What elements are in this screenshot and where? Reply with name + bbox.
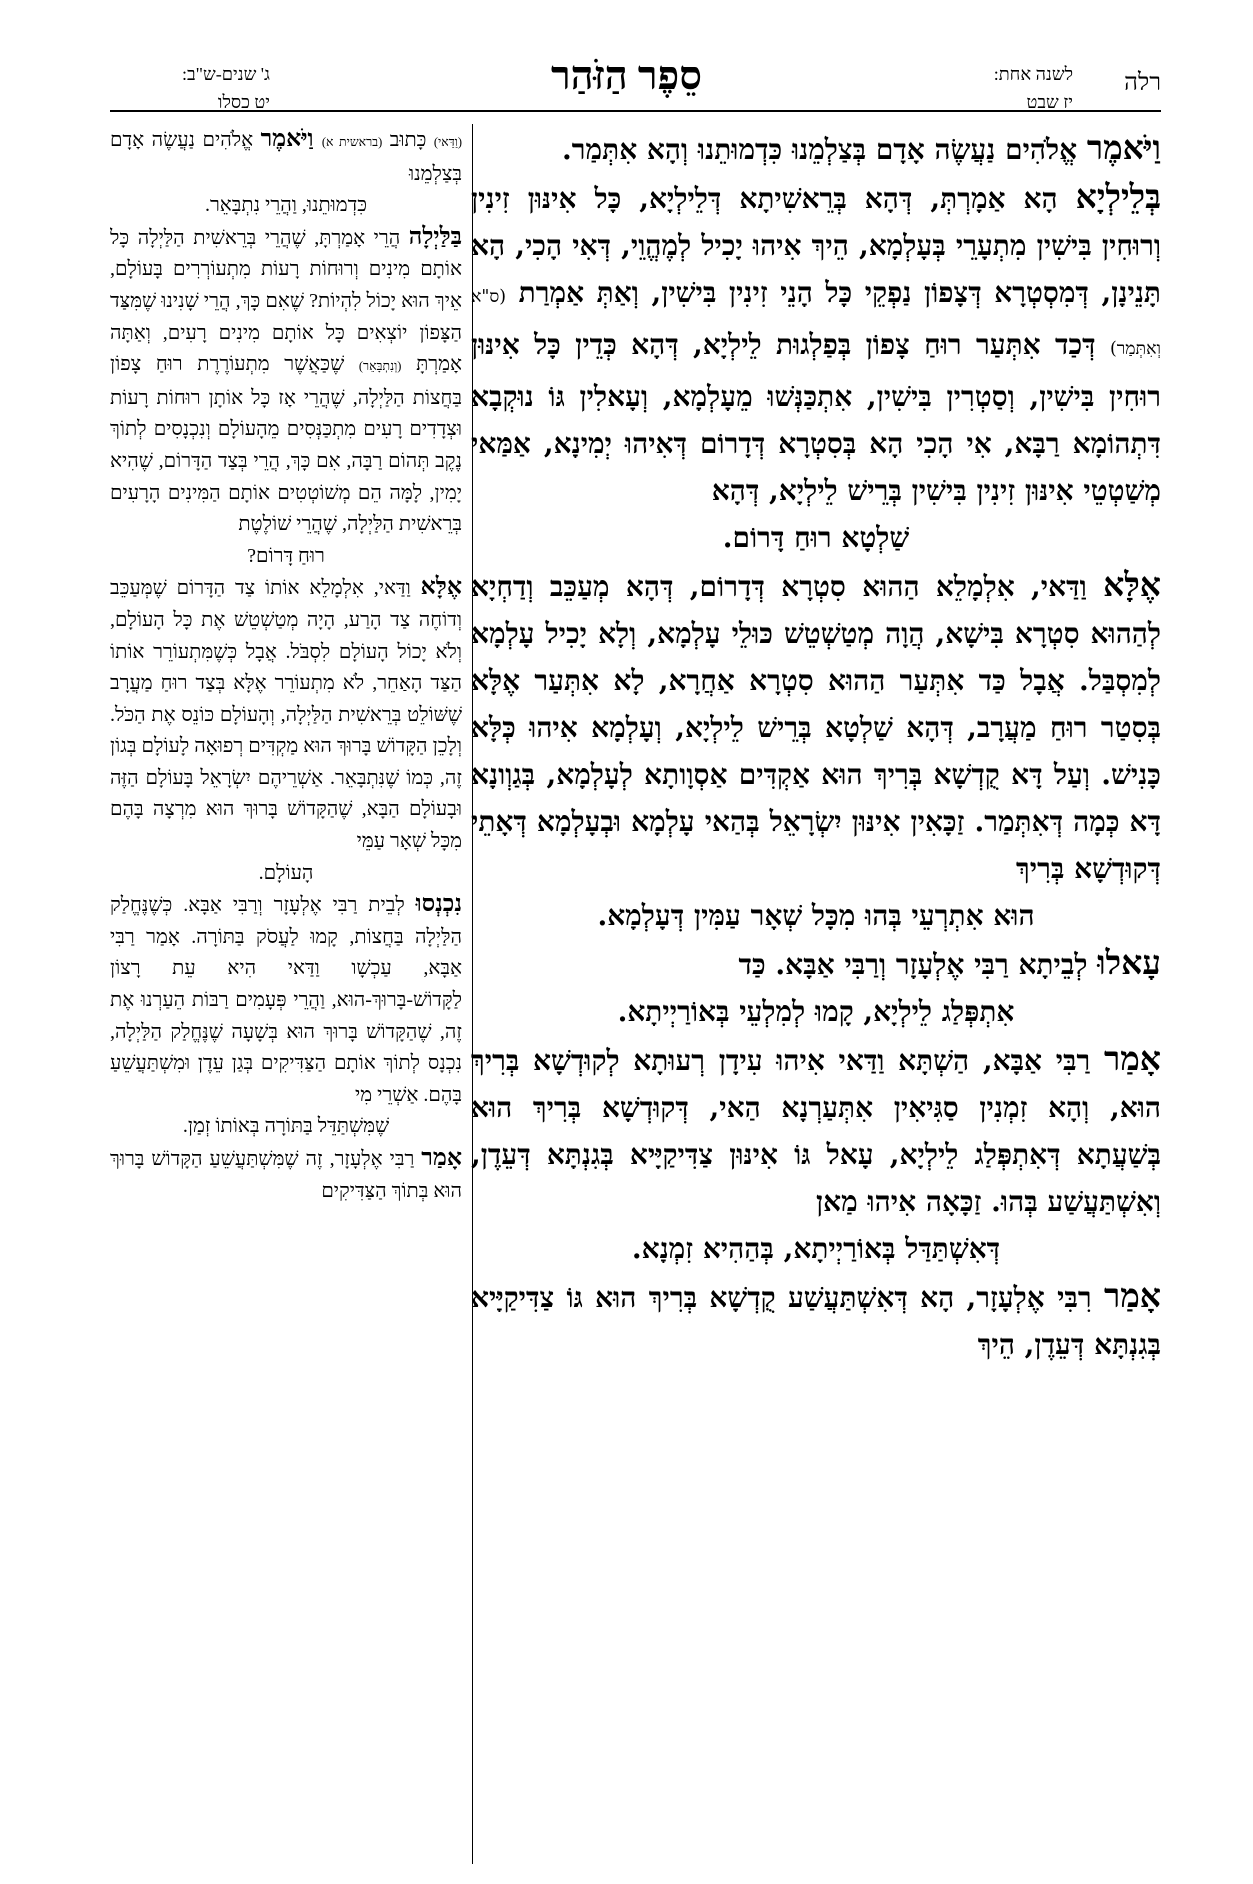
opening-word: נִכְנְסוּ bbox=[415, 891, 462, 918]
translation-paragraph: בַּלַּיְלָה הֲרֵי אָמַרְתָּ, שֶׁהֲרֵי בְּרֵאשִׁית הַלַּיְלָה כָּל אוֹתָם מִינִים וְרוּחוֹת רָעוֹת מִתְעוֹרְרִים בָּעוֹלָם, אֵיךְ הוּא יָכוֹל לִהְיוֹת? שֶׁאִם כָּךְ, הֲרֵי שָׁנִינוּ שֶׁמִּצַּד הַצָּפוֹן יוֹצְאִים כָּל אוֹתָם מִינִים רָעִים, וְאַתָּה אָמַרְתָּ (וְנִתְבָּאֵר) שֶׁכַּאֲשֶׁר מִתְעוֹרֶרֶת רוּחַ צָפוֹן בַּחֲצוֹת הַלַּיְלָה, שֶׁהֲרֵי אָז כָּל אוֹתָן רוּחוֹת רָעוֹת וּצְדָדִים רָעִים מִתְכַּנְּסִים מֵהָעוֹלָם וְנִכְנָסִים לְתוֹךְ נֶקֶב תְּהוֹם רַבָּה, אִם כָּךְ, הֲרֵי בְּצַד הַדָּרוֹם, שֶׁהִיא יָמִין, לָמָּה הֵם מְשׁוֹטְטִים אוֹתָם הַמִּינִים הָרָעִים בְּרֵאשִׁית הַלַּיְלָה, שֶׁהֲרֵי שׁוֹלֶטֶת bbox=[110, 223, 462, 536]
main-paragraph: בְּלֵילְיָא הָא אַמָרְתְּ, דְּהָא בְּרֵאשִׁיתָא דְּלֵילְיָא, כָּל אִינּוּן זִינִין וְרוּחִין בִּישִׁין מִתְעָרֵי בְּעָלְמָא, הֵיךְ אִיהוּ יָכִיל לְמֶהֱוֵי, דְּאִי הָכִי, הָא תָּנֵינָן, דְּמִסְטְרָא דְּצָפוֹן נַפְקֵי כָּל הָנֵי זִינִין בִּישִׁין, וְאַתְּ אַמְרַת (ס"א וְאִתְּמַר) דְּכַד אִתְּעַר רוּחַ צָפוֹן בְּפַלְגוּת לֵילְיָא, דְּהָא כְּדֵין כָּל אִינּוּן רוּחִין בִּישִׁין, וְסַטְרִין בִּישִׁין, אִתְכַּנְּשׁוּ מֵעָלְמָא, וְעָאלִין גּוֹ נוּקְבָא דִּתְהוֹמָא רַבָּא, אִי הָכִי הָא בְּסִטְרָא דְּדָרוֹם דְּאִיהוּ יְמִינָא, אַמַּאי מְשַׁטְטֵי אִינּוּן זִינִין בִּישִׁין בְּרֵישׁ לֵילְיָא, דְּהָא bbox=[471, 177, 1161, 507]
main-paragraph-end: הוּא אִתְרְעֵי בְּהוּ מִכָּל שְׁאָר עַמִּין דְּעָלְמָא. bbox=[597, 899, 1035, 932]
source-reference: (בראשית א) bbox=[321, 135, 383, 149]
opening-word: אֶלָּא bbox=[420, 574, 462, 601]
variant-note: (ס"א וְאִתְּמַר) bbox=[471, 287, 1161, 359]
main-paragraph: אֶלָּא וַדַּאי, אִלְמָלֵא הַהוּא סִטְרָא דְּדָרוֹם, דְּהָא מְעַכֵּב וְדַחְיָא לְהַהוּא סִטְרָא בִּישָׁא, הֲוָה מְטַשְׁטֵשׁ כּוּלֵי עָלְמָא, וְלָא יָכִיל עָלְמָא לְמִסְבַּל. אֲבָל כַּד אִתְּעַר הַהוּא סִטְרָא אַחֲרָא, לָא אִתְּעַר אֶלָּא בְּסִטַר רוּחַ מַעֲרָב, דְּהָא שַׁלְטָא בְּרֵישׁ לֵילְיָא, וְעָלְמָא אִיהוּ כְּלָּא כָּנִישׁ. וְעַל דָּא קֻדְשָׁא בְּרִיךְ הוּא אַקְדִּים אַסְוָותָא לְעָלְמָא, בְּגַוְונָא דָּא כְּמָה דְּאִתְּמַר. זַכָּאִין אִינּוּן יִשְׂרָאֵל בְּהַאי עָלְמָא וּבְעָלְמָא דְּאָתֵי דְּקוּדְשָׁא בְּרִיךְ bbox=[471, 565, 1161, 885]
page-number: רלה bbox=[1124, 70, 1161, 96]
column-divider bbox=[472, 124, 473, 1864]
main-paragraph-end: אִתְפְּלַג לֵילְיָא, קָמוּ לְמִלְעֵי בְּאוֹרַיְיתָא. bbox=[617, 995, 1015, 1028]
opening-word: בְּלֵילְיָא bbox=[1075, 177, 1161, 216]
opening-word: וַיֹּאמֶר bbox=[260, 126, 322, 152]
main-paragraph: עָאלוּ לְבֵיתָא רַבִּי אֶלְעָזָר וְרַבִּי אַבָּא. כַּד bbox=[738, 943, 1161, 982]
opening-word: עָאלוּ bbox=[1097, 943, 1161, 982]
header-rule bbox=[110, 110, 1161, 112]
translation-paragraph: (וַדַּאי) כָּתוּב (בראשית א) וַיֹּאמֶר אֱלֹהִים נַעֲשֶׂה אָדָם בְּצַלְמֵנוּ bbox=[110, 126, 462, 185]
study-date-one-year: יז שבט bbox=[1026, 92, 1073, 112]
book-title: סֵפֶר הַזֹּהַר bbox=[551, 53, 702, 98]
main-paragraph: וַיֹּאמֶר אֱלֹהִים נַעֲשֶׂה אָדָם בְּצַלְמֵנוּ כִּדְמוּתֵנוּ וְהָא אִתְּמַר. bbox=[562, 128, 1161, 167]
opening-word: אֶלָּא bbox=[1103, 565, 1161, 604]
study-date-three-years: יט כסלו bbox=[217, 92, 270, 112]
study-schedule-one-year: לשנה אחת: bbox=[993, 64, 1073, 84]
opening-word: אָמַר bbox=[1103, 1276, 1161, 1315]
main-paragraph-end: דְּאִשְׁתַּדַּל בְּאוֹרַיְיתָא, בְּהַהִיא זִמְנָא. bbox=[631, 1232, 1001, 1265]
translation-paragraph-end: רוּחַ דָּרוֹם? bbox=[247, 544, 325, 567]
variant-note: (וְנִתְבָּאֵר) bbox=[358, 359, 402, 374]
header-left-block bbox=[110, 60, 270, 116]
opening-word: אָמַר bbox=[421, 1145, 462, 1171]
translation-paragraph-end: כִּדְמוּתֵנוּ, וַהֲרֵי נִתְבָּאֵר. bbox=[204, 194, 368, 217]
opening-word: וַיֹּאמֶר bbox=[1086, 128, 1161, 167]
main-text-column bbox=[471, 124, 1161, 1864]
study-schedule-three-years: ג' שנים-ש"ב: bbox=[182, 64, 270, 84]
translation-paragraph: אֶלָּא וַדַּאי, אִלְמָלֵא אוֹתוֹ צַד הַדָּרוֹם שֶׁמְּעַכֵּב וְדוֹחֶה צַד הָרַע, הָיָה מְטַשְׁטֵשׁ אֶת כָּל הָעוֹלָם, וְלֹא יָכוֹל הָעוֹלָם לִסְבֹּל. אֲבָל כְּשֶׁמִּתְעוֹרֵר אוֹתוֹ הַצַּד הָאַחֵר, לֹא מִתְעוֹרֵר אֶלָּא בְּצַד רוּחַ מַעֲרָב שֶׁשּׁוֹלֵט בְּרֵאשִׁית הַלַּיְלָה, וְהָעוֹלָם כּוֹנֵס אֶת הַכֹּל. וְלָכֵן הַקָּדוֹשׁ בָּרוּךְ הוּא מַקְדִּים רְפוּאָה לָעוֹלָם בְּגוֹן זֶה, כְּמוֹ שֶׁנִּתְבָּאֵר. אַשְׁרֵיהֶם יִשְׂרָאֵל בָּעוֹלָם הַזֶּה וּבָעוֹלָם הַבָּא, שֶׁהַקָּדוֹשׁ בָּרוּךְ הוּא מִרְצָה בָּהֶם מִכָּל שְׁאָר עַמֵּי bbox=[110, 574, 462, 853]
main-paragraph-end: שַׁלְטָא רוּחַ דָּרוֹם. bbox=[722, 521, 910, 554]
translation-column bbox=[110, 124, 462, 1864]
translation-paragraph-end: שֶׁמִּשְׁתַּדֵּל בַּתּוֹרָה בְּאוֹתוֹ זְמַן. bbox=[182, 1115, 390, 1138]
translation-paragraph: נִכְנְסוּ לְבֵית רַבִּי אֶלְעָזָר וְרַבִּי אַבָּא. כְּשֶׁנֶּחֱלַק הַלַּיְלָה בַּחֲצוֹת, קָמוּ לַעֲסֹק בַּתּוֹרָה. אָמַר רַבִּי אַבָּא, עַכְשָׁו וַדַּאי הִיא עֵת רָצוֹן לַקָּדוֹשׁ-בָּרוּךְ-הוּא, וַהֲרֵי פְּעָמִים רַבּוֹת הֵעַרְנוּ אֶת זֶה, שֶׁהַקָּדוֹשׁ בָּרוּךְ הוּא בְּשָׁעָה שֶׁנֶּחֱלַק הַלַּיְלָה, נִכְנָס לְתוֹךְ אוֹתָם הַצַּדִּיקִים בְּגַן עֵדֶן וּמִשְׁתַּעֲשֵׁעַ בָּהֶם. אַשְׁרֵי מִי bbox=[110, 891, 462, 1106]
opening-word: אָמַר bbox=[1104, 1039, 1161, 1078]
translation-paragraph-end: הָעוֹלָם. bbox=[258, 861, 314, 884]
main-paragraph: אָמַר רִבִּי אֶלְעָזָר, הָא דְּאִשְׁתַּעֲשַׁע קֻדְשָׁא בְּרִיךְ הוּא גּוֹ צַדִּיקַיָּיא בְּגִנְתָּא דְּעֵדֶן, הֵיךְ bbox=[471, 1276, 1161, 1361]
translation-paragraph: אָמַר רַבִּי אֶלְעָזָר, זֶה שֶׁמִּשְׁתַּעֲשֵׁעַ הַקָּדוֹשׁ בָּרוּךְ הוּא בְּתוֹךְ הַצַּדִּיקִים bbox=[110, 1145, 462, 1202]
main-paragraph: אָמַר רַבִּי אַבָּא, הַשְׁתָּא וַדַּאי אִיהוּ עִידָן רְעוּתָא לְקוּדְשָׁא בְּרִיךְ הוּא, וְהָא זִמְנִין סַגִּיאִין אִתְּעַרְנָא הַאי, דְּקוּדְשָׁא בְּרִיךְ הוּא בְּשַׁעֲתָא דְּאִתְפְּלַג לֵילְיָא, עָאל גּוֹ אִינּוּן צַדִּיקַיָּיא בְּגִנְתָּא דְּעֵדֶן, וְאִשְׁתַּעֲשַׁע בְּהוּ. זַכָּאָה אִיהוּ מַאן bbox=[471, 1039, 1161, 1218]
opening-word: בַּלַּיְלָה bbox=[408, 223, 462, 250]
